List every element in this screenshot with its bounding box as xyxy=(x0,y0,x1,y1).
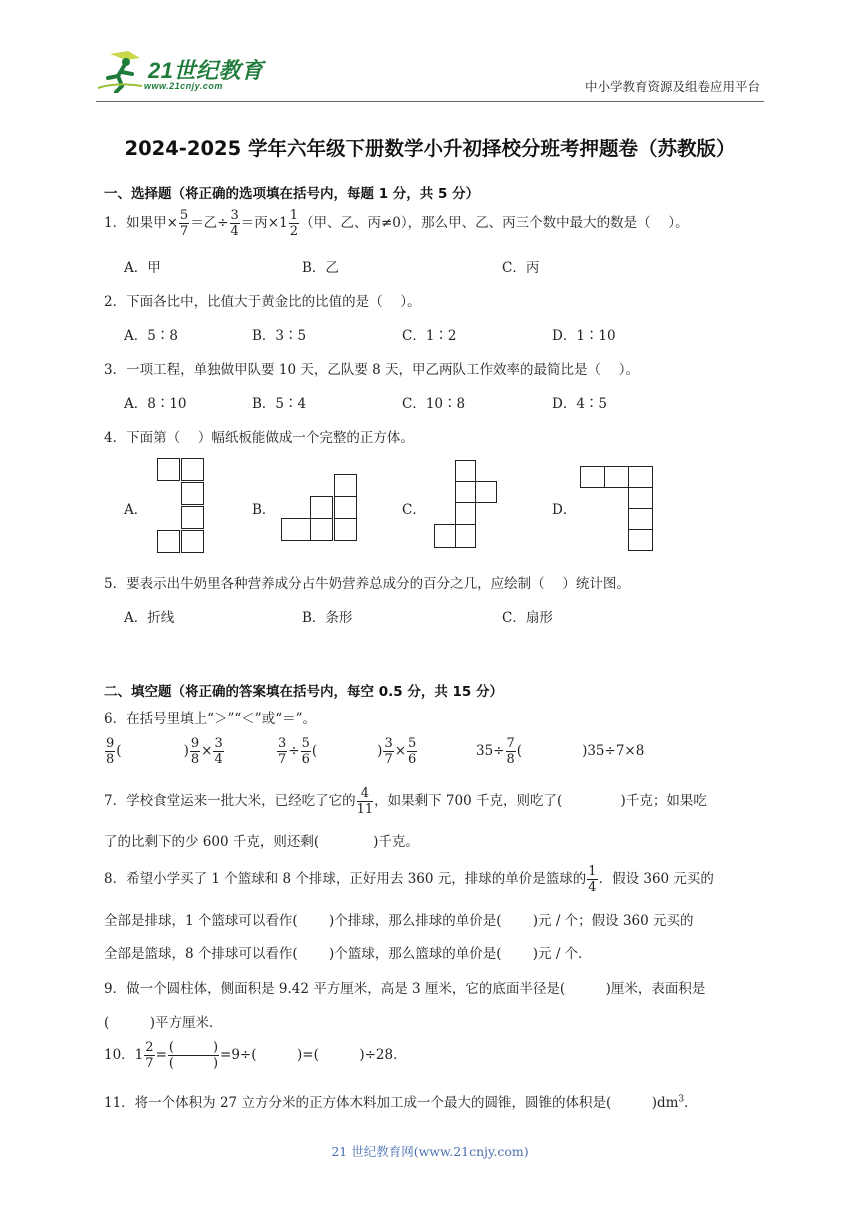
question-8-line-1: 8．希望小学买了 1 个篮球和 8 个排球，正好用去 360 元，排球的单价是篮球的 $\frac{1}{4}$ ．假设 360 元买的 xyxy=(104,864,714,895)
question-5: 5．要表示出牛奶里各种营养成分占牛奶营养总成分的百分之几，应绘制（ ）统计图。 xyxy=(104,576,630,592)
option: A． xyxy=(124,502,148,518)
logo-url: www.21cnjy.com xyxy=(144,81,223,91)
fraction: $\frac{3}{4}$ xyxy=(230,208,239,239)
fraction: $\frac{5}{7}$ xyxy=(179,208,189,239)
option: B． xyxy=(252,502,276,518)
question-1 xyxy=(104,208,689,239)
q1-mid2: ＝丙×1 xyxy=(240,215,288,231)
fraction: $\frac{5}{6}$ xyxy=(301,736,310,767)
question-9-line-2: ( )平方厘米． xyxy=(104,1015,223,1031)
option: B．3∶5 xyxy=(252,328,307,344)
fraction: $\frac{9}{8}$ xyxy=(190,736,200,767)
fraction: $\frac{7}{8}$ xyxy=(506,736,515,767)
question-6: 6．在括号里填上“＞”“＜”或“＝”。 xyxy=(104,711,316,727)
fraction: $\frac{3}{7}$ xyxy=(384,736,393,767)
fraction: $\frac{3}{7}$ xyxy=(278,736,287,767)
fraction: $\frac{1}{4}$ xyxy=(588,864,597,895)
option: D． xyxy=(552,502,577,518)
fraction: $\frac{1}{2}$ xyxy=(289,208,298,239)
logo xyxy=(96,48,266,98)
question-9-line-1: 9．做一个圆柱体，侧面积是 9.42 平方厘米，高是 3 厘米，它的底面半径是( )厘米，表面积是 xyxy=(104,981,706,997)
fraction: $\frac{9}{8}$ xyxy=(106,736,115,767)
option: B．乙 xyxy=(302,260,339,276)
fraction: $\frac{5}{6}$ xyxy=(408,736,417,767)
fraction: $\frac{3}{4}$ xyxy=(214,736,223,767)
question-8-line-2: 全部是排球，1 个篮球可以看作( )个排球，那么排球的单价是( )元 / 个；假设 360 元买的 xyxy=(104,913,694,929)
option: A．甲 xyxy=(124,260,161,276)
header-divider xyxy=(96,101,764,102)
footer-source: 21 世纪教育网(www.21cnjy.com) xyxy=(331,1144,529,1159)
logo-text: 21世纪教育 xyxy=(148,58,264,83)
question-11: 11．将一个体积为 27 立方分米的正方体木料加工成一个最大的圆锥，圆锥的体积是( )$dm^3$． xyxy=(104,1094,698,1111)
q6-expression-2: $\frac{3}{7}$ ÷ $\frac{5}{6}$ ( ) $\frac{3}{7}$ × $\frac{5}{6}$ xyxy=(278,736,417,767)
question-4: 4．下面第（ ）幅纸板能做成一个完整的正方体。 xyxy=(104,430,414,446)
option: C．丙 xyxy=(502,260,540,276)
fraction: $\frac{4}{11}$ xyxy=(356,786,374,817)
q1-mid1: ＝乙÷ xyxy=(190,215,229,231)
option: C． xyxy=(402,502,426,518)
q6-expression-3: 35÷ $\frac{7}{8}$ ( )35÷7×8 xyxy=(476,736,645,767)
q1-prefix: 1．如果甲× xyxy=(104,215,178,231)
option: D．4∶5 xyxy=(552,396,608,412)
question-8-line-3: 全部是篮球，8 个排球可以看作( )个篮球，那么篮球的单价是( )元 / 个． xyxy=(104,946,592,962)
option: A．5∶8 xyxy=(124,328,178,344)
q1-suffix: （甲、乙、丙≠0），那么甲、乙、丙三个数中最大的数是（ ）。 xyxy=(299,215,689,231)
option: D．1∶10 xyxy=(552,328,616,344)
option: A．折线 xyxy=(124,610,175,626)
question-2: 2．下面各比中，比值大于黄金比的比值的是（ ）。 xyxy=(104,294,421,310)
question-3: 3．一项工程，单独做甲队要 10 天，乙队要 8 天，甲乙两队工作效率的最简比是（ ）。 xyxy=(104,362,640,378)
option: B．条形 xyxy=(302,610,353,626)
q6-expression-1: $\frac{9}{8}$ ( ) $\frac{9}{8}$ × $\frac{3}{4}$ xyxy=(106,736,223,767)
fraction: $\frac{( )}{( )}$ xyxy=(168,1040,219,1071)
option: A．8∶10 xyxy=(124,396,187,412)
platform-name: 中小学教育资源及组卷应用平台 xyxy=(584,79,760,94)
question-10: 10．1 $\frac{2}{7}$ = $\frac{( )}{( )}$ =9÷( )=( )÷28． xyxy=(104,1040,407,1071)
option: C．扇形 xyxy=(502,610,553,626)
question-7-line-2: 了的比剩下的少 600 千克，则还剩( )千克。 xyxy=(104,834,419,850)
section-heading-fill: 二、填空题（将正确的答案填在括号内，每空 0.5 分，共 15 分） xyxy=(104,684,504,700)
page-title: 2024-2025 学年六年级下册数学小升初择校分班考押题卷（苏教版） xyxy=(124,137,736,160)
option: C．10∶8 xyxy=(402,396,466,412)
fraction: $\frac{2}{7}$ xyxy=(145,1040,154,1071)
section-heading-choice: 一、选择题（将正确的选项填在括号内，每题 1 分，共 5 分） xyxy=(104,186,480,202)
question-7-line-1: 7．学校食堂运来一批大米，已经吃了它的 $\frac{4}{11}$ ，如果剩下 700 千克，则吃了( )千克；如果吃 xyxy=(104,786,707,817)
runner-logo-icon xyxy=(96,48,146,93)
option: C．1∶2 xyxy=(402,328,457,344)
option: B．5∶4 xyxy=(252,396,307,412)
